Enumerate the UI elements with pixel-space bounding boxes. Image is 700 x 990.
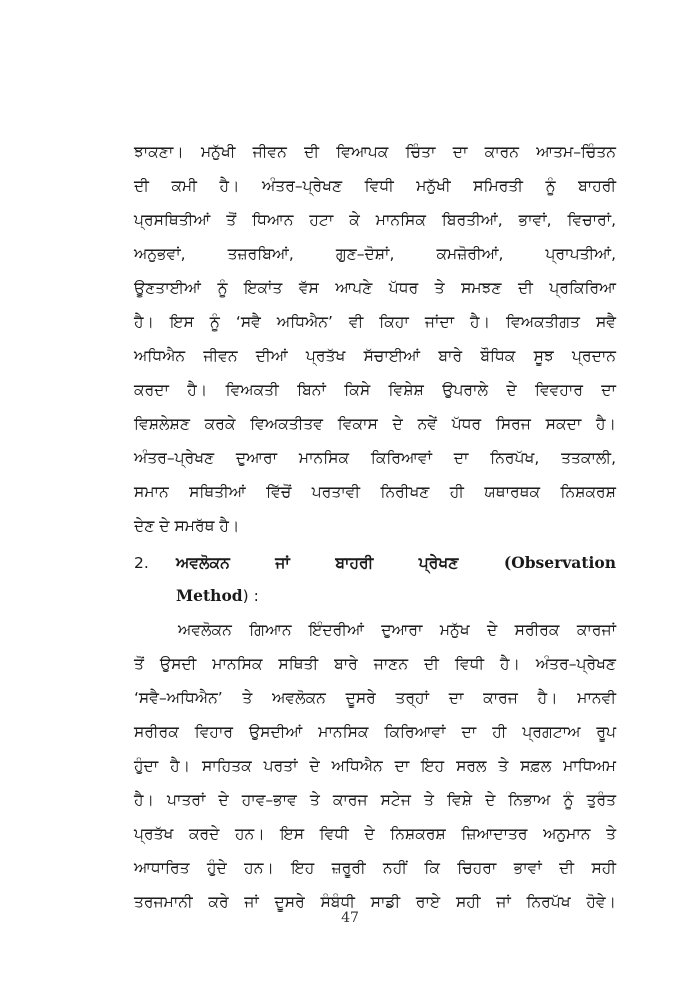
- text-line: ਤੋਂ ਉਸਦੀ ਮਾਨਸਿਕ ਸਥਿਤੀ ਬਾਰੇ ਜਾਣਨ ਦੀ ਵਿਧੀ ਹੈ। ਅੰਤਰ–ਪ੍ਰੇਖਣ: [134, 655, 616, 673]
- text-line: ਅਨੁਭਵਾਂ, ਤਜ਼ਰਬਿਆਂ, ਗੁਣ–ਦੋਸ਼ਾਂ, ਕਮਜ਼ੋਰੀਆਂ, ਪ੍ਰਾਪਤੀਆਂ,: [134, 245, 616, 263]
- text-line: ਪ੍ਰਸਥਿਤੀਆਂ ਤੋਂ ਧਿਆਨ ਹਟਾ ਕੇ ਮਾਨਸਿਕ ਬਿਰਤੀਆਂ, ਭਾਵਾਂ, ਵਿਚਾਰਾਂ,: [134, 211, 616, 229]
- text-line: ‘ਸਵੈ–ਅਧਿਐਨ’ ਤੇ ਅਵਲੋਕਨ ਦੂਸਰੇ ਤਰ੍ਹਾਂ ਦਾ ਕਾਰਜ ਹੈ। ਮਾਨਵੀ: [134, 689, 616, 707]
- section-title-english-cont: Method: [176, 586, 243, 605]
- section-title: [176, 553, 616, 573]
- text-line: ਸਮਾਨ ਸਥਿਤੀਆਂ ਵਿੱਚੋਂ ਪਰਤਾਵੀ ਨਿਰੀਖਣ ਹੀ ਯਥਾਰਥਕ ਨਿਸ਼ਕਰਸ਼: [134, 483, 616, 501]
- text-line: ਤਰਜਮਾਨੀ ਕਰੇ ਜਾਂ ਦੂਸਰੇ ਸੰਬੰਧੀ ਸਾਡੀ ਰਾਏ ਸਹੀ ਜਾਂ ਨਿਰਪੱਖ ਹੋਵੇ।: [134, 893, 616, 911]
- text-line: ਹੁੰਦਾ ਹੈ। ਸਾਹਿਤਕ ਪਰਤਾਂ ਦੇ ਅਧਿਐਨ ਦਾ ਇਹ ਸਰਲ ਤੇ ਸਫ਼ਲ ਮਾਧਿਅਮ: [134, 757, 616, 775]
- text-line: ਸਰੀਰਕ ਵਿਹਾਰ ਉਸਦੀਆਂ ਮਾਨਸਿਕ ਕਿਰਿਆਵਾਂ ਦਾ ਹੀ ਪ੍ਰਗਟਾਅ ਰੂਪ: [134, 723, 616, 741]
- section-title-english: (Observation: [503, 553, 616, 572]
- page-number: 47: [341, 910, 359, 926]
- text-line: ਦੀ ਕਮੀ ਹੈ। ਅੰਤਰ–ਪ੍ਰੇਖਣ ਵਿਧੀ ਮਨੁੱਖੀ ਸਮਿਰਤੀ ਨੂੰ ਬਾਹਰੀ: [134, 177, 616, 195]
- text-line: ਆਧਾਰਿਤ ਹੁੰਦੇ ਹਨ। ਇਹ ਜ਼ਰੂਰੀ ਨਹੀਂ ਕਿ ਚਿਹਰਾ ਭਾਵਾਂ ਦੀ ਸਹੀ: [134, 859, 616, 877]
- text-line: ਪ੍ਰਤੱਖ ਕਰਦੇ ਹਨ। ਇਸ ਵਿਧੀ ਦੇ ਨਿਸ਼ਕਰਸ਼ ਜ਼ਿਆਦਾਤਰ ਅਨੁਮਾਨ ਤੇ: [134, 825, 616, 843]
- section-number: 2.: [134, 554, 149, 572]
- text-line: ਕਰਦਾ ਹੈ। ਵਿਅਕਤੀ ਬਿਨਾਂ ਕਿਸੇ ਵਿਸ਼ੇਸ਼ ਉਪਰਾਲੇ ਦੇ ਵਿਵਹਾਰ ਦਾ: [134, 381, 616, 399]
- section-heading-continued: [176, 586, 259, 606]
- text-line: ਹੈ। ਪਾਤਰਾਂ ਦੇ ਹਾਵ–ਭਾਵ ਤੇ ਕਾਰਜ ਸਟੇਜ ਤੇ ਵਿਸ਼ੇ ਦੇ ਨਿਭਾਅ ਨੂੰ ਤੁਰੰਤ: [134, 791, 616, 809]
- text-line: ਅੰਤਰ–ਪ੍ਰੇਖਣ ਦੁਆਰਾ ਮਾਨਸਿਕ ਕਿਰਿਆਵਾਂ ਦਾ ਨਿਰਪੱਖ, ਤਤਕਾਲੀ,: [134, 449, 616, 467]
- section-title-suffix: ) :: [242, 587, 259, 605]
- text-line: ਅਧਿਐਨ ਜੀਵਨ ਦੀਆਂ ਪ੍ਰਤੱਖ ਸੱਚਾਈਆਂ ਬਾਰੇ ਬੌਧਿਕ ਸੂਝ ਪ੍ਰਦਾਨ: [134, 347, 616, 365]
- section-title-punjabi: ਅਵਲੋਕਨ ਜਾਂ ਬਾਹਰੀ ਪ੍ਰੇਖਣ: [176, 554, 459, 572]
- text-line: ਵਿਸ਼ਲੇਸ਼ਣ ਕਰਕੇ ਵਿਅਕਤੀਤਵ ਵਿਕਾਸ ਦੇ ਨਵੇਂ ਪੱਧਰ ਸਿਰਜ ਸਕਦਾ ਹੈ।: [134, 415, 616, 433]
- text-line: ਹੈ। ਇਸ ਨੂੰ ‘ਸਵੈ ਅਧਿਐਨ’ ਵੀ ਕਿਹਾ ਜਾਂਦਾ ਹੈ। ਵਿਅਕਤੀਗਤ ਸਵੈ: [134, 313, 616, 331]
- text-line: ਊਣਤਾਈਆਂ ਨੂੰ ਇਕਾਂਤ ਵੱਸ ਆਪਣੇ ਪੱਧਰ ਤੇ ਸਮਝਣ ਦੀ ਪ੍ਰਕਿਰਿਆ: [134, 279, 616, 297]
- text-line: ਦੇਣ ਦੇ ਸਮਰੱਥ ਹੈ।: [134, 517, 240, 535]
- text-line: ਝਾਕਣਾ। ਮਨੁੱਖੀ ਜੀਵਨ ਦੀ ਵਿਆਪਕ ਚਿੰਤਾ ਦਾ ਕਾਰਨ ਆਤਮ–ਚਿੰਤਨ: [134, 143, 616, 161]
- text-line: ਅਵਲੋਕਨ ਗਿਆਨ ਇੰਦਰੀਆਂ ਦੁਆਰਾ ਮਨੁੱਖ ਦੇ ਸਰੀਰਕ ਕਾਰਜਾਂ: [178, 621, 616, 639]
